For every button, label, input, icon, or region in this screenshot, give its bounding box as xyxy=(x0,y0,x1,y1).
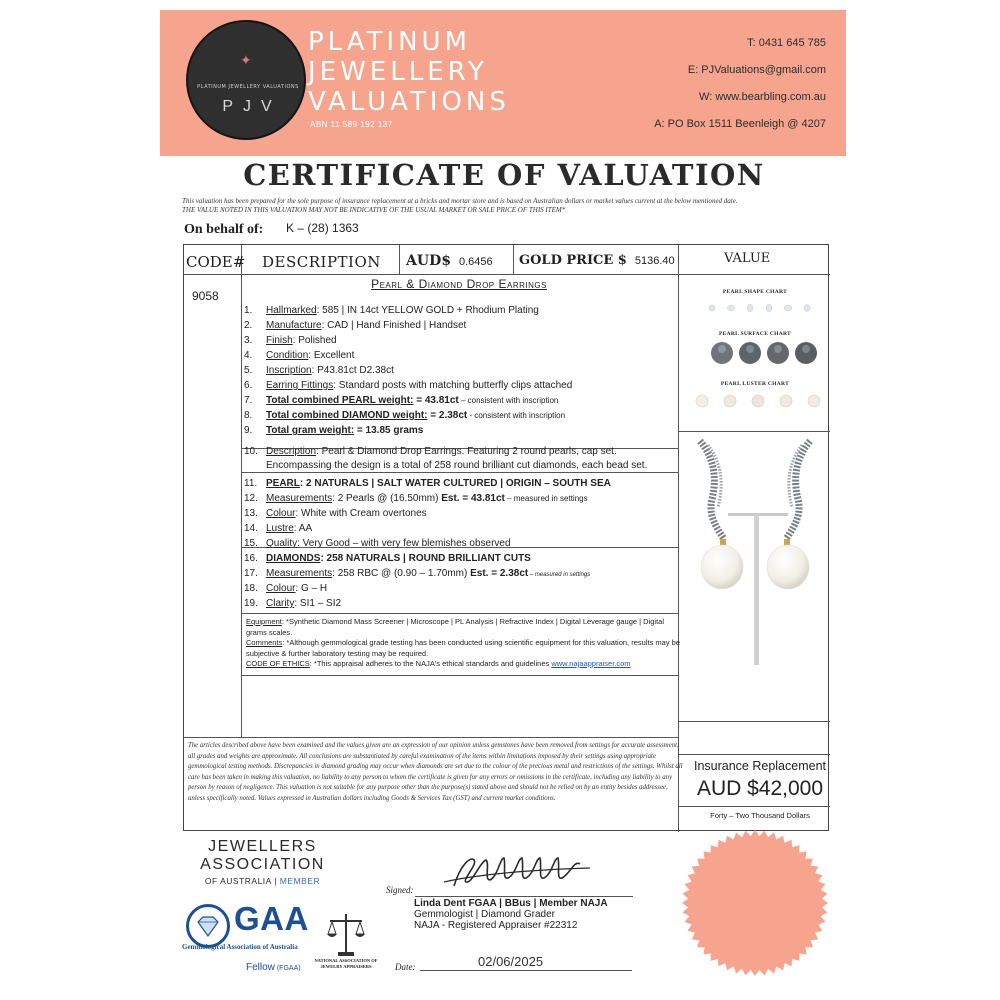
pearl-charts xyxy=(682,275,828,431)
photo-bottom-divider xyxy=(678,721,830,722)
insurance-value-words: Forty – Two Thousand Dollars xyxy=(710,811,810,820)
behalf-value: K – (28) 1363 xyxy=(286,221,359,235)
header-gold-price xyxy=(519,253,675,268)
signature-line xyxy=(415,896,633,897)
list-item: 8. Total combined DIAMOND weight: = 2.38ct - consistent with inscription xyxy=(244,410,566,421)
gaa-diamond-icon xyxy=(186,904,230,948)
header-aud xyxy=(406,253,493,269)
abn-number: ABN 11 589 192 137 xyxy=(310,120,393,129)
website: W: www.bearbling.com.au xyxy=(699,91,826,103)
list-item: 11. PEARL: 2 NATURALS | SALT WATER CULTURED | ORIGIN – SOUTH SEA xyxy=(244,478,611,489)
letterhead-banner xyxy=(160,10,846,156)
signer-details xyxy=(414,898,608,931)
list-item: 7. Total combined PEARL weight: = 43.81ct – consistent with inscription xyxy=(244,395,559,406)
signature-image xyxy=(440,846,600,896)
insurance-mid-divider xyxy=(678,806,830,807)
behalf-label: On behalf of: xyxy=(184,222,264,237)
company-logo xyxy=(186,20,306,140)
naja-link[interactable]: www.najaappraiser.com xyxy=(551,659,631,668)
desc-aud-divider xyxy=(399,245,400,274)
list-item: 1. Hallmarked: 585 | IN 14ct YELLOW GOLD + Rhodium Plating xyxy=(244,305,539,316)
ja-line-2: ASSOCIATION xyxy=(200,856,325,873)
section-divider-4 xyxy=(241,613,678,614)
brand-line-1: PLATINUM xyxy=(308,27,471,57)
list-item: 9. Total gram weight: = 13.85 grams xyxy=(244,425,424,436)
pearl-luster-chart xyxy=(682,389,828,419)
section-divider-5 xyxy=(241,675,678,676)
brand-line-2: JEWELLERY xyxy=(308,57,488,87)
insurance-value: AUD $42,000 xyxy=(696,777,824,800)
list-item: 3. Finish: Polished xyxy=(244,335,337,346)
list-item: 13. Colour: White with Cream overtones xyxy=(244,508,427,519)
insurance-label: Insurance Replacement xyxy=(693,759,827,773)
list-item: 18. Colour: G – H xyxy=(244,583,328,594)
header-description: DESCRIPTION xyxy=(262,253,381,271)
pearl-luster-chart-title: PEARL LUSTER CHART xyxy=(720,381,790,387)
list-item: 4. Condition: Excellent xyxy=(244,350,355,361)
valuation-table xyxy=(183,244,829,831)
email-address: E: PJValuations@gmail.com xyxy=(687,64,826,76)
aud-gold-divider xyxy=(513,245,514,274)
jewellers-association-logo xyxy=(190,838,335,874)
gaa-logo-text: GAA xyxy=(234,900,309,937)
intro-line-2: THE VALUE NOTED IN THIS VALUATION MAY NOT BE INDICATIVE OF THE USUAL MARKET OR SALE PRICE OF THIS ITEM* xyxy=(182,206,566,214)
code-column-divider xyxy=(241,245,242,737)
header-divider xyxy=(184,274,678,275)
pearl-shape-chart xyxy=(682,299,828,319)
company-name xyxy=(308,27,510,117)
item-title: Pearl & Diamond Drop Earrings xyxy=(371,277,547,291)
notes-section xyxy=(246,617,680,670)
pearl-surface-chart xyxy=(682,339,828,369)
date-line xyxy=(420,970,632,971)
insurance-top-divider xyxy=(678,754,830,755)
certificate-seal xyxy=(680,828,830,978)
brand-line-3: VALUATIONS xyxy=(308,87,510,117)
date-value: 02/06/2025 xyxy=(478,954,544,969)
aud-value: 0.6456 xyxy=(458,256,493,268)
signer-name: Linda Dent FGAA | BBus | Member NAJA xyxy=(414,898,608,909)
header-code: CODE# xyxy=(186,253,246,271)
intro-line-1: This valuation has been prepared for the sole purpose of insurance replacement at a bricks and mortar store and is based on Australian dollars or market values current at the below mentioned date. xyxy=(182,197,738,205)
earring-photo xyxy=(682,435,828,717)
ethics-note: CODE OF ETHICS: *This appraisal adheres to the NAJA's ethical standards and guidelines www.najaappraiser.com xyxy=(246,659,631,668)
naja-scales-icon xyxy=(324,910,368,958)
fellow-title: Fellow (FGAA) xyxy=(246,962,301,973)
postal-address: A: PO Box 1511 Beenleigh @ 4207 xyxy=(654,118,826,130)
aud-label: AUD$ xyxy=(406,253,451,269)
list-item: 19. Clarity: SI1 – SI2 xyxy=(244,598,342,609)
header-value: VALUE xyxy=(724,251,771,266)
date-label: Date: xyxy=(395,962,416,972)
signed-label: Signed: xyxy=(386,885,414,895)
signer-registration: NAJA - Registered Appraiser #22312 xyxy=(414,920,578,931)
list-item: 16. DIAMONDS: 258 NATURALS | ROUND BRILLIANT CUTS xyxy=(244,553,531,564)
certificate-title: CERTIFICATE OF VALUATION xyxy=(243,158,765,192)
contact-details xyxy=(654,36,826,144)
list-item: 15. Quality: Very Good – with very few blemishes observed xyxy=(244,538,511,549)
chart-photo-divider xyxy=(678,431,830,432)
item-code: 9058 xyxy=(192,289,219,303)
disclaimer-divider xyxy=(184,737,678,738)
ja-line-1: JEWELLERS xyxy=(208,838,317,855)
pearl-surface-chart-title: PEARL SURFACE CHART xyxy=(718,331,792,337)
intro-text xyxy=(182,197,832,215)
gaa-subtitle: Gemmological Association of Australia xyxy=(182,943,298,951)
list-item: 12. Measurements: 2 Pearls @ (16.50mm) Est. = 43.81ct – measured in settings xyxy=(244,493,588,504)
ja-subtitle: OF AUSTRALIA | MEMBER xyxy=(204,876,321,886)
phone-number: T: 0431 645 785 xyxy=(747,37,826,49)
list-item: 2. Manufacture: CAD | Hand Finished | Handset xyxy=(244,320,467,331)
list-item: 14. Lustre: AA xyxy=(244,523,313,534)
list-item: 6. Earring Fittings: Standard posts with matching butterfly clips attached xyxy=(244,380,573,391)
comments-note: Comments: *Although gemmological grade testing has been conducted using scientific equipment for this valuation, results may be subjective & further laboratory testing may be required. xyxy=(246,638,680,658)
list-item: 10. Description: Pearl & Diamond Drop Earrings. Featuring 2 round pearls, cap set. xyxy=(244,446,617,457)
section-divider-2 xyxy=(241,472,678,473)
list-item: 17. Measurements: 258 RBC @ (0.90 – 1.70mm) Est. = 2.38ct – measured in settings xyxy=(244,568,591,579)
gold-value: 5136.40 xyxy=(634,255,675,267)
list-item: 5. Inscription: P43.81ct D2.38ct xyxy=(244,365,394,376)
disclaimer-text: The articles described above have been examined and the values given are an expression of our opinion unless gemstones have been removed from settings for accurate assessment, all grades and weights are approximate. All conclusions are substantiated by careful examination of the items within limitations imposed by their settings using appropriate gemmological testing methods. Discrepancies in diamond grading may occur when diamonds are set due to the colour of the precious metal and restrictions of the settings. Whilst all care has been taken in making this valuation, no liability to any person to whom the certificate is given for any errors or omissions in the certificate, including any liability to any person by reason of negligence. This valuation is not suitable for any purpose other than the purpose(s) stated above and should not be relied on by an entity besides addressee, unless specifically noted. Values expressed in Australian dollars including Goods & Services Tax (GST) and current market conditions. xyxy=(188,742,683,802)
pearl-shape-chart-title: PEARL SHAPE CHART xyxy=(722,289,788,295)
gold-label: GOLD PRICE $ xyxy=(519,253,627,268)
list-item-continuation: Encompassing the design is a total of 258 round brilliant cut diamonds, each bead set. xyxy=(266,460,648,471)
naja-logo-text: NATIONAL ASSOCIATION OF JEWELRY APPRAISERS xyxy=(314,958,378,969)
signer-role: Gemmologist | Diamond Grader xyxy=(414,909,555,920)
logo-small-text: PLATINUM JEWELLERY VALUATIONS xyxy=(197,84,299,90)
gem-icon: ✦ xyxy=(240,52,252,68)
equipment-note: Equipment: *Synthetic Diamond Mass Screener | Microscope | PL Analysis | Refractive Index | Digital Leverage gauge | Digital grams scales. xyxy=(246,617,665,637)
logo-initials: PJV xyxy=(222,98,282,115)
